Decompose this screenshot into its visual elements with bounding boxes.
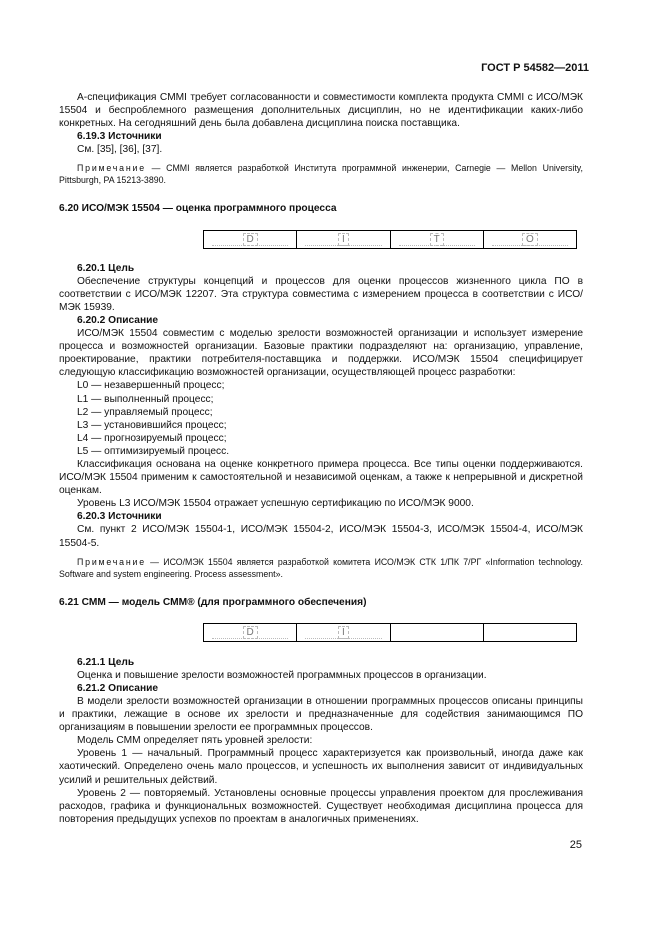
sources-6-20-3: См. пункт 2 ИСО/МЭК 15504-1, ИСО/МЭК 15504-2, ИСО/МЭК 15504-3, ИСО/МЭК 15504-4, ИСО/МЭК 15504-5. [59,524,583,549]
heading-6-20-2: 6.20.2 Описание [77,314,159,326]
level-2-paragraph: Уровень 2 — повторяемый. Установлены основные процессы управления проектом для прослеживания расходов, графика и функциональных возможностей. Существует необходимая дисциплина процесса для повторения предыдущих успехов по проектам в аналогичных применениях. [59,787,583,825]
note-text: — ИСО/МЭК 15504 является разработкой комитета ИСО/МЭК СТК 1/ПК 7/РГ «Information technology. Software and system engineering. Process assessment». [59,556,583,579]
level-list [59,379,583,458]
level-l3-paragraph: Уровень L3 ИСО/МЭК 15504 отражает успешную сертификацию по ИСО/МЭК 9000. [77,498,474,510]
description-6-20-2: ИСО/МЭК 15504 совместим с моделью зрелости возможностей организации и использует измерение процесса и возможностей организации. Базовые практики подразделяют на: организацию, управление, проектирование, практики потребителя-поставщика и поддержки. ИСО/МЭК 15504 специфицирует следующую классификацию возможностей организации, осуществляющей процесс разработки: [59,328,583,379]
page-content [59,91,583,826]
box-cell [297,231,390,248]
list-item: L0 — незавершенный процесс; [77,380,225,392]
note-6-19-3 [59,162,583,186]
box-cell [204,231,297,248]
box-letter: I [338,626,349,639]
list-item: L2 — управляемый процесс; [77,406,213,418]
dito-box-6-21 [203,623,577,642]
goal-6-21-1: Оценка и повышение зрелости возможностей программных процессов в организации. [77,669,487,681]
heading-6-20-3: 6.20.3 Источники [77,511,162,523]
intro-paragraph: А-спецификация CMMI требует согласованности и совместимости комплекта продукта CMMI с ИСО/МЭК 15504 и беспроблемного размещения дополнительных дисциплин, но не идентификации каких-либо конкретных. На сегодняшний день была добавлена дисциплина поиска поставщика. [59,92,583,130]
description-6-21-2: В модели зрелости возможностей организации в отношении программных процессов описаны принципы и практики, лежащие в основе их зрелости и предназначенные для содействия занимающимся ПО организациям в повышении зрелости ее программных процессов. [59,696,583,734]
list-item: L3 — установившийся процесс; [77,419,227,431]
note-6-20-3 [59,556,583,580]
goal-6-20-1: Обеспечение структуры концепций и процессов для оценки процессов жизненного цикла ПО в соответствии с ИСО/МЭК 12207. Эта структура совместима с измерением процесса в соответствии с ИСО/МЭК 15939. [59,275,583,313]
box-letter: D [243,233,258,246]
classification-paragraph: Классификация основана на оценке конкретного примера процесса. Все типы оценки поддерживаются. ИСО/МЭК 15504 применим к самостоятельной и независимой оценкам, а также к непрерывной и дискретной оценкам. [59,458,583,497]
levels-intro: Модель СММ определяет пять уровней зрелости: [77,735,313,747]
level-1-paragraph: Уровень 1 — начальный. Программный процесс характеризуется как произвольный, иногда даже как хаотический. Определено очень мало процессов, и успешность их выполнения зависит от индивидуальных усилий и решительных действий. [59,748,583,786]
box-cell [204,624,297,641]
heading-6-20-1: 6.20.1 Цель [77,262,135,274]
note-label: Примечание [77,163,146,174]
box-letter: T [430,233,444,246]
heading-6-21-2: 6.21.2 Описание [77,682,159,694]
note-label: Примечание [77,556,146,567]
heading-6-19-3: 6.19.3 Источники [77,131,162,143]
box-cell [484,231,576,248]
list-item: L4 — прогнозируемый процесс; [77,432,227,444]
document-header: ГОСТ Р 54582—2011 [481,62,589,74]
box-cell [297,624,390,641]
page-number: 25 [569,839,582,851]
box-letter: D [243,626,258,639]
list-item: L1 — выполненный процесс; [77,393,214,405]
box-cell [391,231,484,248]
list-item: L5 — оптимизируемый процесс. [77,445,230,457]
box-letter: O [522,233,538,246]
box-letter: I [338,233,349,246]
heading-6-21-1: 6.21.1 Цель [77,656,135,668]
dito-box-6-20 [203,230,577,249]
sources-6-19-3: См. [35], [36], [37]. [77,144,163,156]
note-text: — CMMI является разработкой Института программной инженерии, Carnegie — Mellon University, Pittsburgh, PA 15213-3890. [59,163,583,186]
heading-6-21: 6.21 СММ — модель СММ® (для программного обеспечения) [59,596,367,608]
heading-6-20: 6.20 ИСО/МЭК 15504 — оценка программного процесса [59,203,337,215]
box-cell [391,624,484,641]
box-cell [484,624,576,641]
